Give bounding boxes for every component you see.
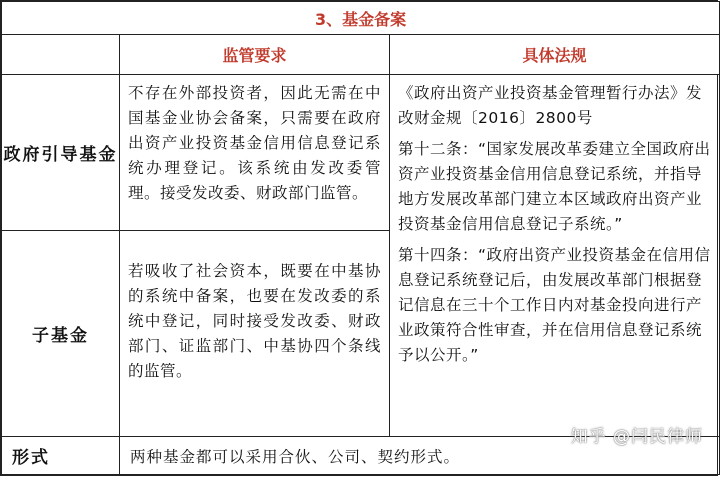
gov-fund-requirement: 不存在外部投资者，因此无需在中国基金业协会备案，只需要在政府出资产业投资基金信用信息登记系统办理登记。该系统由发改委管理。接受发改委、财政部门监管。 xyxy=(120,75,390,231)
table-title-row xyxy=(2,2,720,35)
law-article-12: 第十二条：“国家发展改革委建立全国政府出资产业投资基金信用信息登记系统，并指导地方发展改革部门建立本区域政府出资产业投资基金信用信息登记子系统。” xyxy=(398,140,711,233)
laws-cell xyxy=(390,75,720,437)
law-article-14: 第十四条：“政府出资产业投资基金在信用信息登记系统登记后，由发展改革部门根据登记信息在三十个工作日内对基金投向进行产业政策符合性审查，并在信用信息登记系统予以公开。” xyxy=(398,246,711,364)
table-title: 3、基金备案 xyxy=(2,2,720,35)
row-gov-fund xyxy=(2,75,720,231)
zhihu-watermark: 知乎 @闫民律师 xyxy=(570,427,703,447)
form-description: 两种基金都可以采用合伙、公司、契约形式。 xyxy=(120,437,720,475)
row-label-sub-fund: 子基金 xyxy=(2,231,120,437)
header-row xyxy=(2,35,720,75)
header-empty-cell xyxy=(2,35,120,75)
row-label-gov-fund: 政府引导基金 xyxy=(2,75,120,231)
law-source: 《政府出资产业投资基金管理暂行办法》发改财金规〔2016〕2800号 xyxy=(398,84,703,127)
sub-fund-requirement: 若吸收了社会资本，既要在中基协的系统中备案，也要在发改委的系统中登记，同时接受发改委、财政部门、证监部门、中基协四个条线的监管。 xyxy=(120,231,390,437)
row-label-form: 形式 xyxy=(2,437,120,475)
fund-filing-table xyxy=(1,1,720,475)
header-laws: 具体法规 xyxy=(390,35,720,75)
header-requirements: 监管要求 xyxy=(120,35,390,75)
row-form xyxy=(2,437,720,475)
